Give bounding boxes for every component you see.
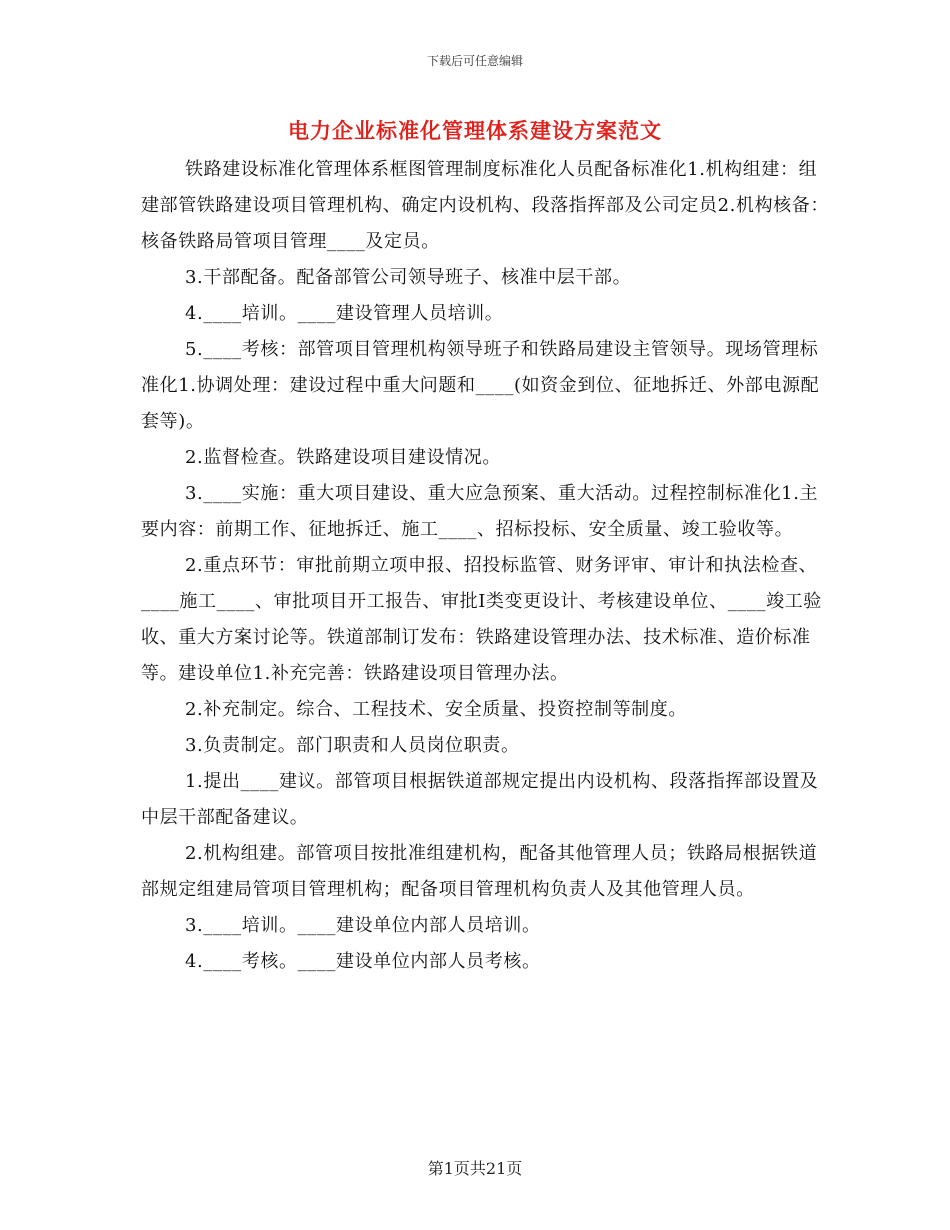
- header-note: 下载后可任意编辑: [426, 54, 523, 68]
- paragraph: 4.____考核。____建设单位内部人员考核。: [185, 951, 541, 972]
- document-title: 电力企业标准化管理体系建设方案范文: [288, 118, 662, 143]
- paragraph: 5.____考核：部管项目管理机构领导班子和铁路局建设主管领导。现场管理标准化1.协调处理：建设过程中重大问题和____(如资金到位、征地拆迁、外部电源配套等)。: [141, 339, 820, 432]
- paragraph: 3.____培训。____建设单位内部人员培训。: [185, 915, 541, 936]
- paragraph: 1.提出____建议。部管项目根据铁道部规定提出内设机构、段落指挥部设置及中层干部配备建议。: [141, 771, 819, 828]
- paragraph: 2.监督检查。铁路建设项目建设情况。: [185, 447, 501, 468]
- page-footer: 第1页共21页: [427, 1159, 523, 1178]
- paragraph: 2.重点环节：审批前期立项申报、招投标监管、财务评审、审计和执法检查、____施工____、审批项目开工报告、审批Ⅰ类变更设计、考核建设单位、____竣工验收、重大方案讨论等。铁道部制订发布：铁路建设管理办法、技术标准、造价标准等。建设单位1.补充完善：铁路建设项目管理办法。: [141, 555, 822, 684]
- paragraph: 铁路建设标准化管理体系框图管理制度标准化人员配备标准化1.机构组建：组建部管铁路建设项目管理机构、确定内设机构、段落指挥部及公司定员2.机构核备：核备铁路局管项目管理____及定员。: [141, 159, 829, 252]
- paragraph: 3.负责制定。部门职责和人员岗位职责。: [185, 735, 520, 756]
- paragraph: 4.____培训。____建设管理人员培训。: [185, 303, 504, 324]
- paragraph: 3.____实施：重大项目建设、重大应急预案、重大活动。过程控制标准化1.主要内容：前期工作、征地拆迁、施工____、招标投标、安全质量、竣工验收等。: [141, 483, 819, 540]
- paragraph: 2.补充制定。综合、工程技术、安全质量、投资控制等制度。: [185, 699, 687, 720]
- paragraph: 3.干部配备。配备部管公司领导班子、核准中层干部。: [185, 267, 632, 288]
- paragraph: 2.机构组建。部管项目按批准组建机构，配备其他管理人员；铁路局根据铁道部规定组建局管项目管理机构；配备项目管理机构负责人及其他管理人员。: [141, 843, 818, 900]
- document-body: [141, 152, 831, 980]
